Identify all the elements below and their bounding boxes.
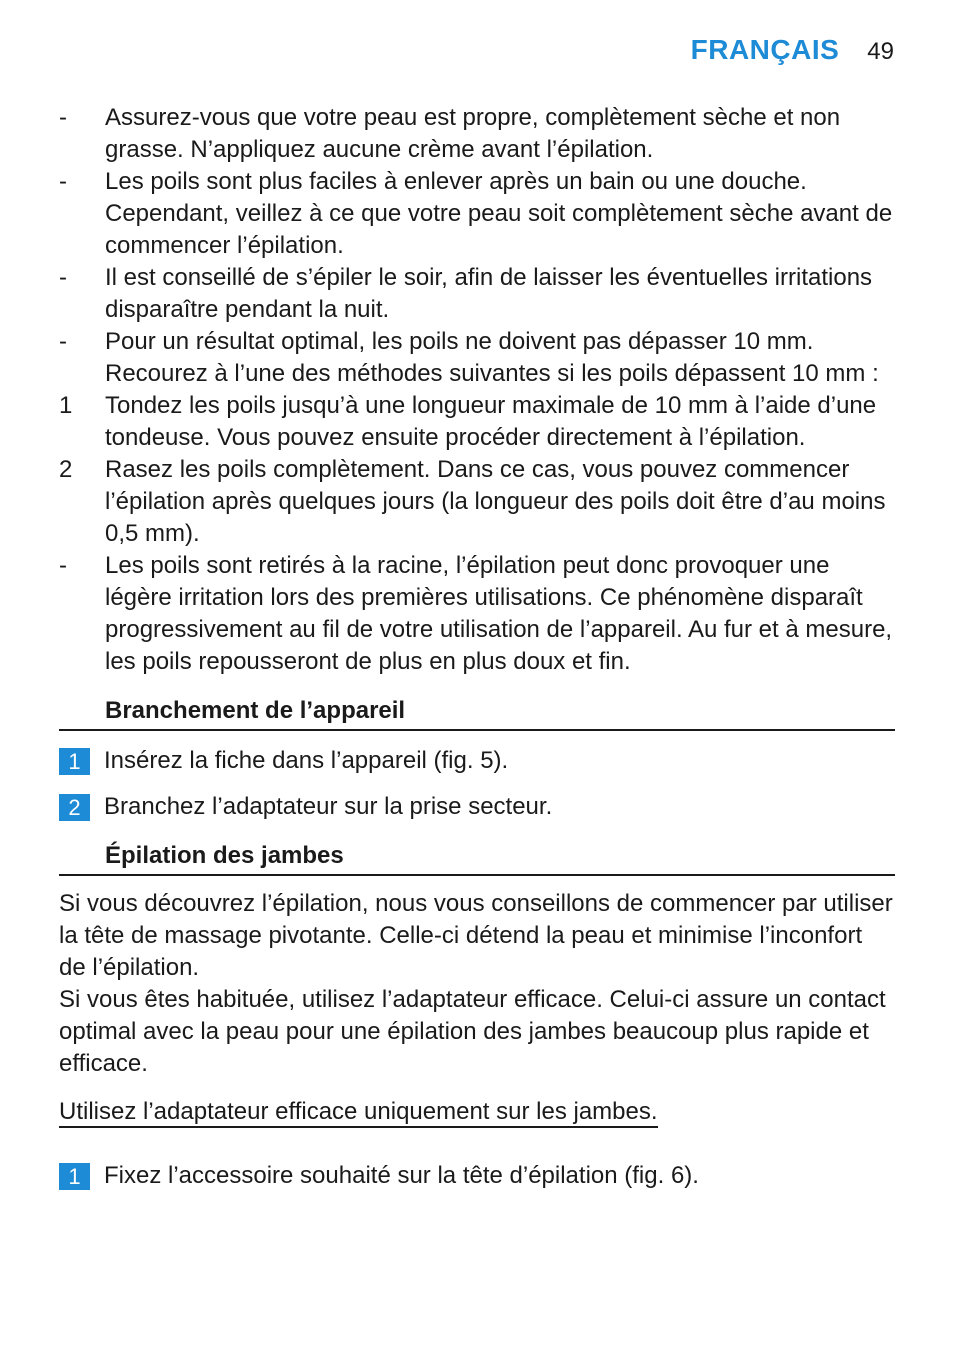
paragraph-text: Si vous découvrez l’épilation, nous vous conseillons de commencer par utiliser la tête de massage pivotante. Celle-ci détend la peau et minimise l’inconfort de l’épilation.: [59, 890, 893, 981]
list-item-text: Rasez les poils complètement. Dans ce cas, vous pouvez commencer l’épilation après quelques jours (la longueur des poils doit être d’au moins 0,5 mm).: [105, 456, 886, 547]
list-item-text: Assurez-vous que votre peau est propre, complètement sèche et non grasse. N’appliquez aucune crème avant l’épilation.: [105, 104, 841, 163]
step-text: Fixez l’accessoire souhaité sur la tête d’épilation (fig. 6).: [104, 1162, 699, 1189]
page-header: [691, 34, 894, 66]
list-marker: 2: [59, 456, 73, 483]
list-item-text: Pour un résultat optimal, les poils ne doivent pas dépasser 10 mm. Recourez à l’une des méthodes suivantes si les poils dépassent 10 mm :: [105, 328, 879, 387]
list-item-text: Il est conseillé de s’épiler le soir, afin de laisser les éventuelles irritations disparaître pendant la nuit.: [105, 264, 873, 323]
list-item-text: Les poils sont plus faciles à enlever après un bain ou une douche. Cependant, veillez à ce que votre peau soit complètement sèche avant de commencer l’épilation.: [105, 168, 893, 259]
list-item: [59, 550, 895, 678]
list-item-text: Tondez les poils jusqu’à une longueur maximale de 10 mm à l’aide d’une tondeuse. Vous pouvez ensuite procéder directement à l’épilation.: [105, 392, 877, 451]
list-item: [59, 102, 895, 166]
list-marker: 1: [59, 392, 73, 419]
list-marker: -: [59, 328, 67, 355]
step-number-badge: 1: [59, 748, 90, 775]
list-item: [59, 262, 895, 326]
step-item: [59, 791, 895, 823]
step-item: [59, 1160, 895, 1192]
section-title-epilation-jambes: Épilation des jambes: [59, 840, 895, 876]
list-item-text: Les poils sont retirés à la racine, l’épilation peut donc provoquer une légère irritation lors des premières utilisations. Ce phénomène disparaît progressivement au fil de votre utilisation de l’appareil. Au fur et à mesure, les poils repousseront de plus en plus doux et fin.: [105, 552, 893, 675]
list-item: [59, 454, 895, 550]
list-marker: -: [59, 104, 67, 131]
note-text: Utilisez l’adaptateur efficace uniquement sur les jambes.: [59, 1098, 658, 1128]
step-text: Insérez la fiche dans l’appareil (fig. 5).: [104, 747, 509, 774]
paragraph: [59, 888, 895, 1080]
page-number: 49: [867, 38, 894, 65]
language-heading: FRANÇAIS: [690, 34, 840, 65]
list-marker: -: [59, 264, 67, 291]
step-text: Branchez l’adaptateur sur la prise secteur.: [104, 793, 553, 820]
list-item: [59, 166, 895, 262]
step-number-badge: 2: [59, 794, 90, 821]
list-item: [59, 390, 895, 454]
step-item: [59, 745, 895, 777]
list-marker: -: [59, 552, 67, 579]
list-marker: -: [59, 168, 67, 195]
underlined-note: [59, 1096, 895, 1128]
paragraph-text: Si vous êtes habituée, utilisez l’adaptateur efficace. Celui-ci assure un contact optimal avec la peau pour une épilation des jambes beaucoup plus rapide et efficace.: [59, 986, 886, 1077]
section-title-branchement: Branchement de l’appareil: [59, 695, 895, 731]
step-number-badge: 1: [59, 1163, 90, 1190]
page-content: [59, 102, 895, 1192]
list-item: [59, 326, 895, 390]
